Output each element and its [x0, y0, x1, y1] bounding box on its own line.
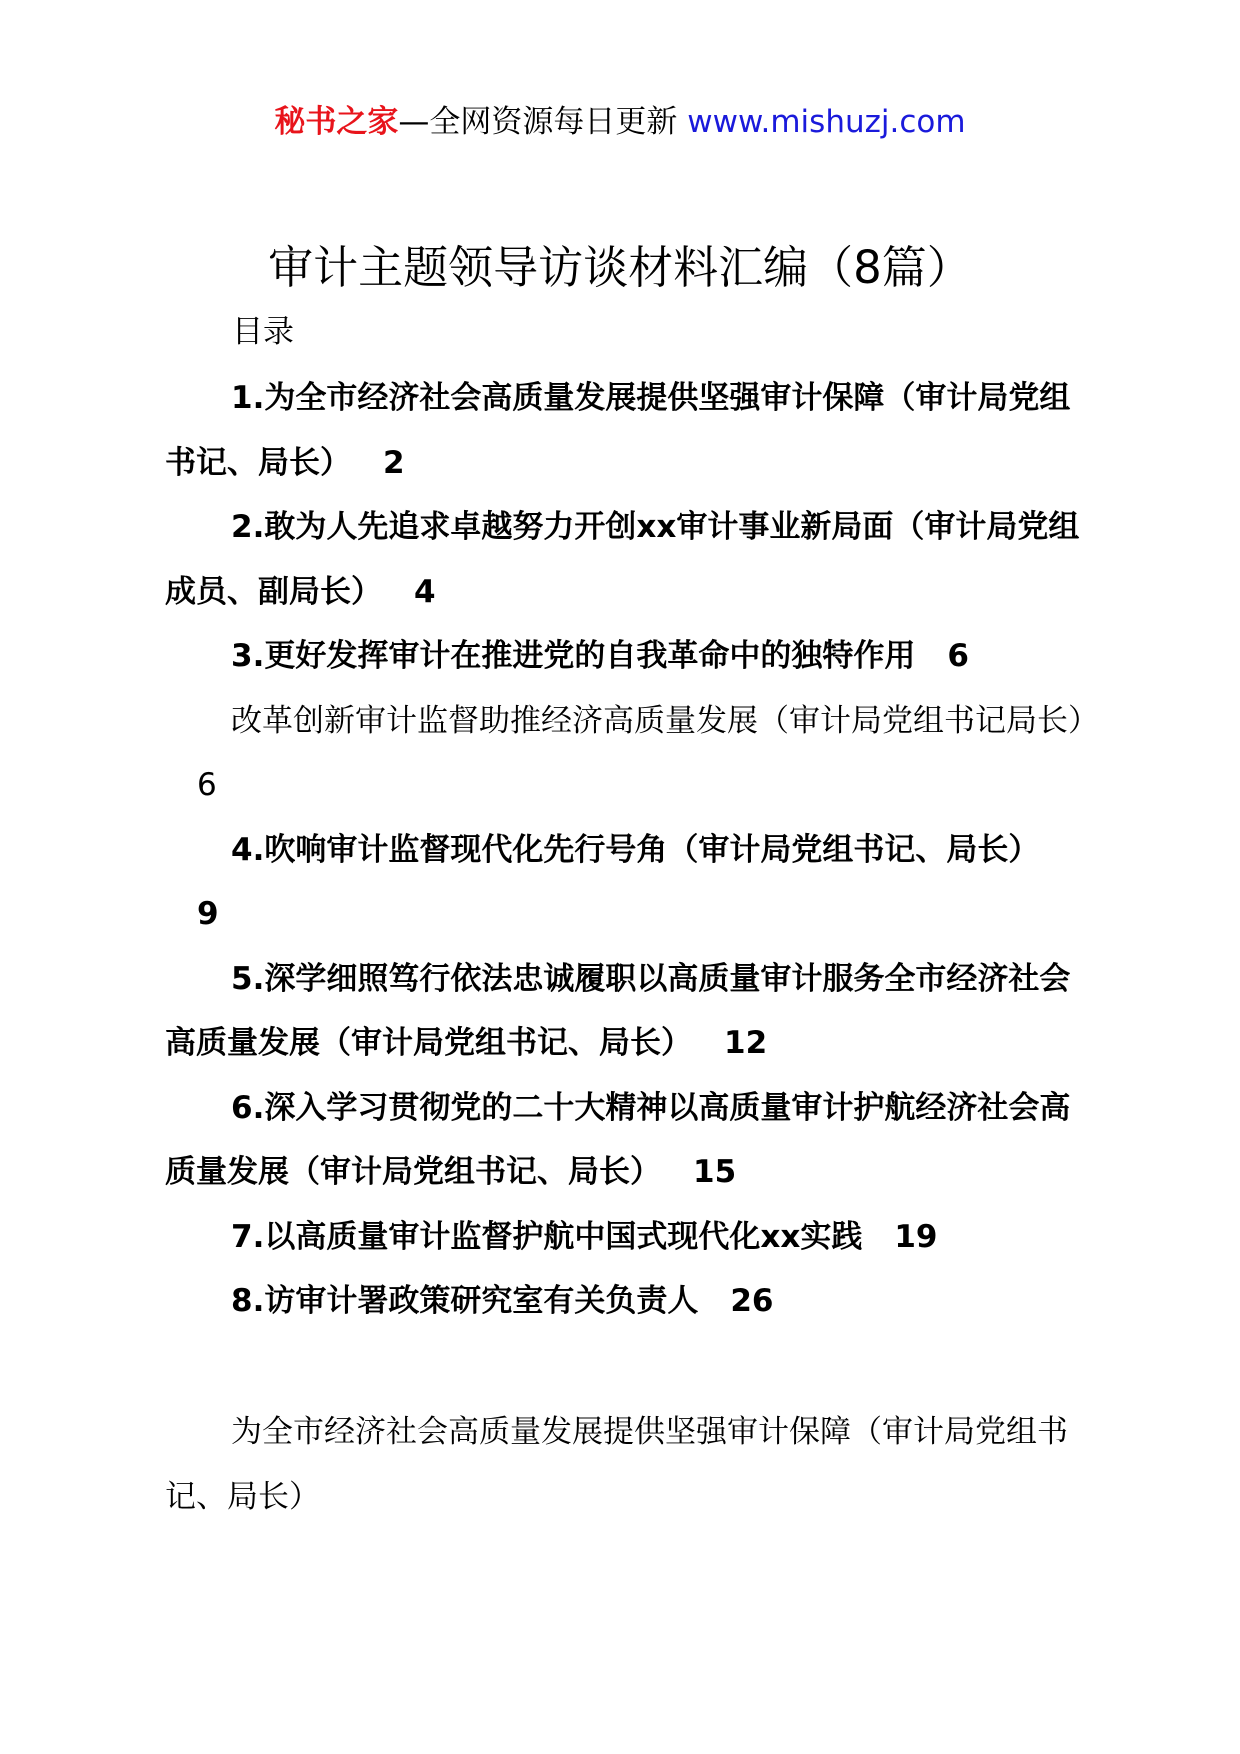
- toc-entry-text: 5.深学细照笃行依法忠诚履职以高质量审计服务全市经济社会高质量发展（审计局党组书记、局长）: [165, 960, 1071, 1061]
- article-title-text: 为全市经济社会高质量发展提供坚强审计保障（审计局党组书记、局长）: [165, 1414, 1068, 1515]
- toc-entry-text: 2.敢为人先追求卓越努力开创xx审计事业新局面（审计局党组成员、副局长）: [165, 509, 1080, 610]
- toc-entry-page: 12: [724, 1025, 768, 1061]
- toc-entry-text: 7.以高质量审计监督护航中国式现代化xx实践: [231, 1218, 863, 1255]
- header-tagline: —全网资源每日更新: [398, 104, 678, 140]
- toc-entry-page: 2: [383, 444, 405, 481]
- toc-entry-page: 6: [947, 638, 969, 674]
- toc-entry-text: 6.深入学习贯彻党的二十大精神以高质量审计护航经济社会高质量发展（审计局党组书记、局长）: [165, 1089, 1071, 1190]
- toc-entry-5[interactable]: [165, 947, 1085, 1076]
- toc-entry-page: 26: [730, 1283, 774, 1319]
- toc-entry-page: 15: [693, 1154, 737, 1190]
- toc-entry-7[interactable]: [165, 1205, 1085, 1270]
- brand-name: 秘书之家: [274, 104, 399, 140]
- toc-entry-text: 4.吹响审计监督现代化先行号角（审计局党组书记、局长）: [231, 831, 1040, 868]
- toc-entry-page: 4: [414, 573, 436, 610]
- toc-entry-page: 19: [894, 1218, 938, 1255]
- toc-entry-8[interactable]: [165, 1269, 1085, 1334]
- toc-entry-page: 9: [197, 896, 219, 932]
- first-article-heading: [165, 1400, 1085, 1529]
- site-url-link[interactable]: www.mishuzj.com: [687, 104, 966, 140]
- toc-entry-3[interactable]: [165, 624, 1085, 689]
- toc-entry-1[interactable]: [165, 366, 1085, 495]
- table-of-contents: [165, 366, 1099, 1334]
- toc-label: 目录: [232, 314, 294, 350]
- toc-entry-3-sub[interactable]: [165, 689, 1099, 818]
- toc-entry-4[interactable]: [165, 818, 1085, 947]
- toc-entry-6[interactable]: [165, 1076, 1085, 1205]
- site-header: [0, 100, 1240, 144]
- toc-entry-text: 8.访审计署政策研究室有关负责人: [231, 1283, 699, 1319]
- toc-entry-page: 6: [197, 767, 217, 803]
- toc-entry-2[interactable]: [165, 495, 1085, 624]
- toc-entry-text: 改革创新审计监督助推经济高质量发展（审计局党组书记局长）: [231, 702, 1099, 739]
- toc-entry-text: 1.为全市经济社会高质量发展提供坚强审计保障（审计局党组书记、局长）: [165, 380, 1071, 481]
- document-title: 审计主题领导访谈材料汇编（8篇）: [268, 241, 972, 294]
- toc-entry-text: 3.更好发挥审计在推进党的自我革命中的独特作用: [231, 638, 916, 674]
